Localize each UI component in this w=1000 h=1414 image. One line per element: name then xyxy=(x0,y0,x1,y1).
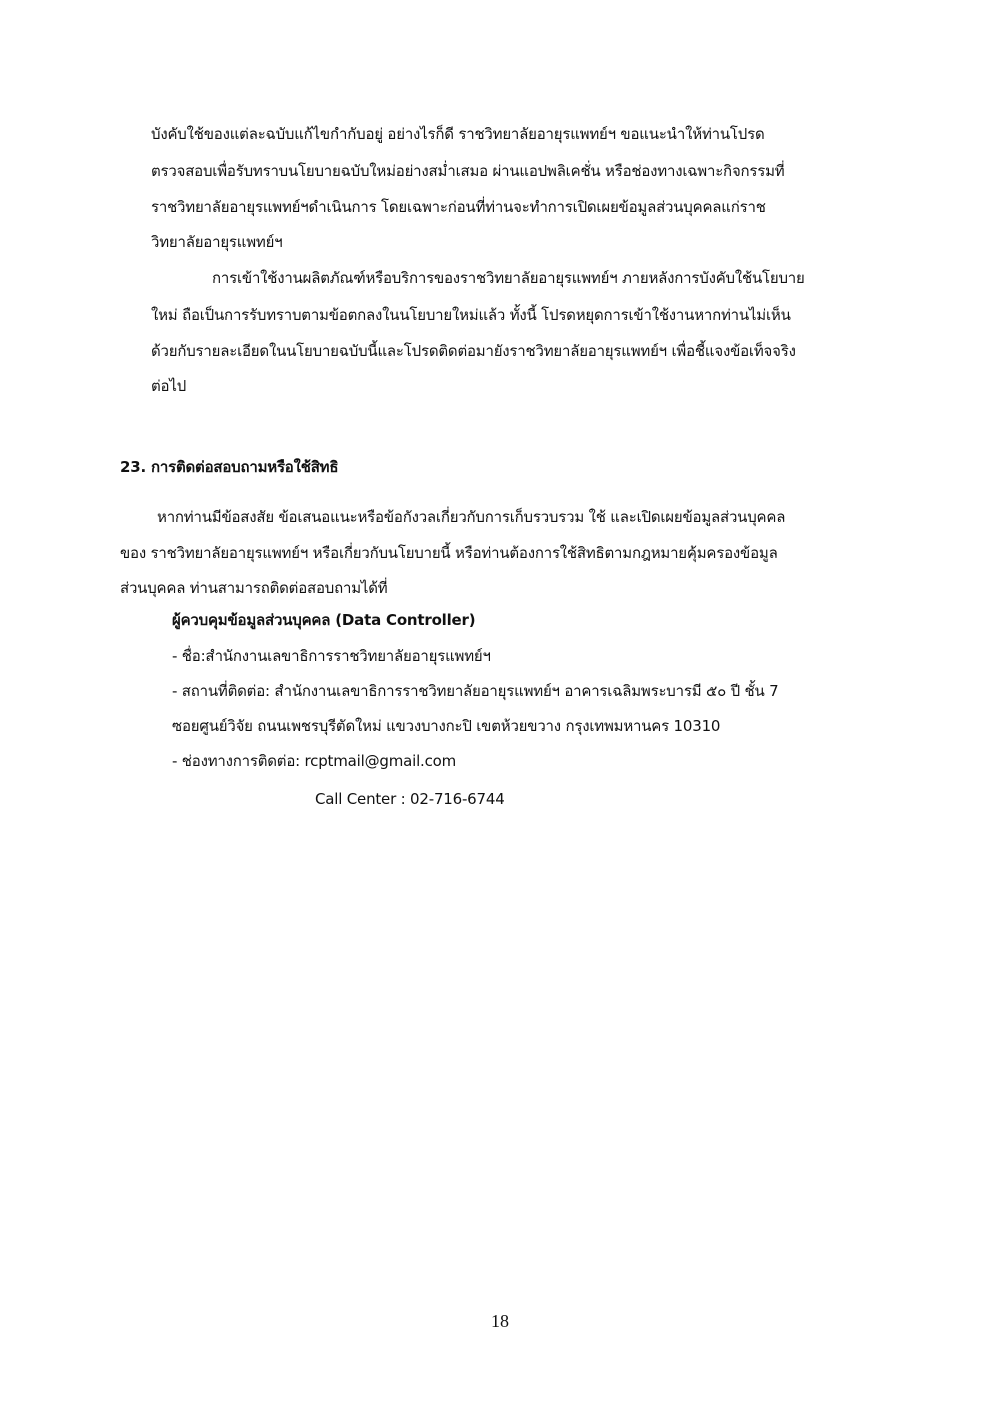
paragraph-2-line-3: ด้วยกับรายละเอียดในนโยบายฉบับนี้และโปรดติดต่อมายังราชวิทยาลัยอายุรแพทย์ฯ เพื่อชี้แจงข้อเท็จจริง xyxy=(151,342,796,360)
paragraph-2-line-2: ใหม่ ถือเป็นการรับทราบตามข้อตกลงในนโยบายใหม่แล้ว ทั้งนี้ โปรดหยุดการเข้าใช้งานหากท่านไม่เห็น xyxy=(151,306,791,324)
controller-email: - ช่องทางการติดต่อ: rcptmail@gmail.com xyxy=(172,752,457,770)
paragraph-1-line-4: วิทยาลัยอายุรแพทย์ฯ xyxy=(151,233,283,251)
controller-address-line-2: ซอยศูนย์วิจัย ถนนเพชรบุรีตัดใหม่ แขวงบางกะปิ เขตห้วยขวาง กรุงเทพมหานคร 10310 xyxy=(172,717,721,735)
controller-address-line-1: - สถานที่ติดต่อ: สำนักงานเลขาธิการราชวิทยาลัยอายุรแพทย์ฯ อาคารเฉลิมพระบารมี ๕๐ ปี ชั้น 7 xyxy=(172,682,779,700)
section-23-intro-line-2: ของ ราชวิทยาลัยอายุรแพทย์ฯ หรือเกี่ยวกับนโยบายนี้ หรือท่านต้องการใช้สิทธิตามกฎหมายคุ้มครองข้อมูล xyxy=(120,544,778,562)
section-23-intro-line-1: หากท่านมีข้อสงสัย ข้อเสนอแนะหรือข้อกังวลเกี่ยวกับการเก็บรวบรวม ใช้ และเปิดเผยข้อมูลส่วนบุคคล xyxy=(157,508,786,526)
controller-call-center: Call Center : 02-716-6744 xyxy=(315,790,505,808)
paragraph-1-line-1: บังคับใช้ของแต่ละฉบับแก้ไขกำกับอยู่ อย่างไรก็ดี ราชวิทยาลัยอายุรแพทย์ฯ ขอแนะนำให้ท่านโปรด xyxy=(151,125,765,143)
paragraph-2-line-1: การเข้าใช้งานผลิตภัณฑ์หรือบริการของราชวิทยาลัยอายุรแพทย์ฯ ภายหลังการบังคับใช้นโยบาย xyxy=(212,269,805,287)
data-controller-heading: ผู้ควบคุมข้อมูลส่วนบุคคล (Data Controller) xyxy=(172,611,476,629)
paragraph-1-line-2: ตรวจสอบเพื่อรับทราบนโยบายฉบับใหม่อย่างสม่ำเสมอ ผ่านแอปพลิเคชั่น หรือช่องทางเฉพาะกิจกรรมที่ xyxy=(151,162,785,180)
section-23-heading: 23. การติดต่อสอบถามหรือใช้สิทธิ xyxy=(120,458,339,476)
controller-name: - ชื่อ:สำนักงานเลขาธิการราชวิทยาลัยอายุรแพทย์ฯ xyxy=(172,647,491,665)
section-23-intro-line-3: ส่วนบุคคล ท่านสามารถติดต่อสอบถามได้ที่ xyxy=(120,579,388,597)
page-number: 18 xyxy=(491,1311,509,1331)
paragraph-2-line-4: ต่อไป xyxy=(151,377,187,395)
paragraph-1-line-3: ราชวิทยาลัยอายุรแพทย์ฯดำเนินการ โดยเฉพาะก่อนที่ท่านจะทำการเปิดเผยข้อมูลส่วนบุคคลแก่ราช xyxy=(151,198,766,216)
